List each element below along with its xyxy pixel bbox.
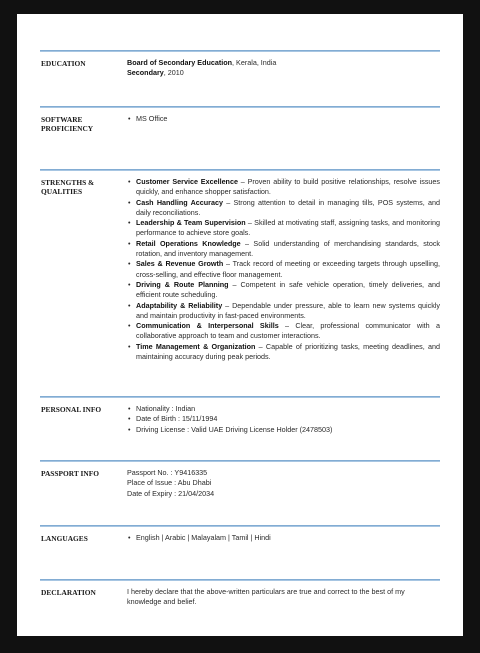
strength-item (127, 239, 440, 260)
personal-info-section (40, 396, 440, 435)
education-content (127, 58, 440, 79)
date-of-birth-item: • Date of Birth : 15/11/1994 (127, 414, 440, 424)
languages-section (40, 525, 440, 543)
place-of-issue: Place of Issue : Abu Dhabi (127, 478, 212, 488)
strength-text: – Dependable under pressure, able to learn new systems quickly and maintain productivity in fast-paced environments. (136, 300, 440, 320)
declaration-text: I hereby declare that the above-written particulars are true and correct to the best of my knowledge and belief. (127, 587, 405, 607)
languages-label: LANGUAGES (41, 534, 88, 543)
software-section (40, 106, 440, 134)
education-label: EDUCATION (41, 59, 86, 68)
education-board: Board of Secondary Education (127, 58, 233, 67)
education-section (40, 50, 440, 79)
passport-number: Passport No. : Y9416335 (127, 468, 208, 477)
nationality-item: • Nationality : Indian (127, 404, 440, 414)
personal-info-list (127, 404, 440, 435)
education-year: , 2010 (163, 68, 184, 78)
education-level: Secondary (127, 68, 164, 78)
software-label: SOFTWARE PROFICIENCY (41, 115, 94, 134)
strength-text: – Competent in safe vehicle operation, timely deliveries, and efficient route scheduling. (136, 279, 440, 300)
strength-text: – Solid understanding of merchandising standards, stock rotation, and inventory management. (136, 238, 441, 259)
strengths-section (40, 169, 440, 362)
strength-title: Communication & Interpersonal Skills (136, 321, 279, 331)
strength-item (127, 198, 440, 219)
software-item: • MS Office (127, 114, 440, 124)
declaration-section (40, 579, 440, 608)
software-list (127, 114, 440, 124)
strength-text: – Proven ability to build positive relationships, resolve issues quickly, and enhance shopper satisfaction. (136, 177, 441, 197)
strength-item (127, 301, 440, 322)
strength-item (127, 280, 440, 301)
strength-text: – Clear, professional communicator with a collaborative approach to team and customer interactions. (136, 321, 440, 341)
strength-text: – Capable of prioritizing tasks, meeting deadlines, and maintaining accuracy during peak periods. (136, 341, 440, 362)
strength-title: Customer Service Excellence (136, 177, 238, 186)
strengths-list (127, 177, 440, 362)
strengths-label: STRENGTHS & QUALITIES (41, 178, 95, 197)
strength-title: Leadership & Team Supervision (136, 218, 246, 228)
strength-text: – Strong attention to detail in managing tills, POS systems, and daily reconciliations. (136, 197, 440, 217)
strength-item (127, 342, 440, 363)
languages-item: • English | Arabic | Malayalam | Tamil | Hindi (127, 533, 440, 543)
strength-item (127, 259, 440, 280)
languages-list (127, 533, 440, 543)
strength-title: Sales & Revenue Growth (136, 259, 224, 269)
passport-info-content (127, 468, 440, 499)
strength-title: Time Management & Organization (136, 341, 256, 351)
passport-info-section (40, 460, 440, 499)
strength-item (127, 218, 440, 239)
date-of-expiry: Date of Expiry : 21/04/2034 (127, 488, 215, 498)
strength-title: Adaptability & Reliability (136, 300, 223, 310)
strength-text: – Skilled at motivating staff, assigning tasks, and monitoring performance to achieve store goals. (136, 218, 440, 238)
strength-title: Cash Handling Accuracy (136, 197, 223, 207)
resume-page (17, 14, 463, 636)
strength-title: Driving & Route Planning (136, 279, 229, 289)
strength-title: Retail Operations Knowledge (136, 238, 241, 248)
personal-info-label: PERSONAL INFO (41, 405, 102, 414)
declaration-label: DECLARATION (41, 588, 96, 597)
driving-license-item: • Driving License : Valid UAE Driving License Holder (2478503) (127, 425, 440, 435)
strength-item (127, 321, 440, 342)
passport-info-label: PASSPORT INFO (41, 469, 99, 478)
strength-text: – Track record of meeting or exceeding targets through upselling, cross-selling, and effective floor management. (136, 259, 441, 279)
education-board-location: , Kerala, India (232, 58, 277, 67)
strength-item (127, 177, 440, 198)
